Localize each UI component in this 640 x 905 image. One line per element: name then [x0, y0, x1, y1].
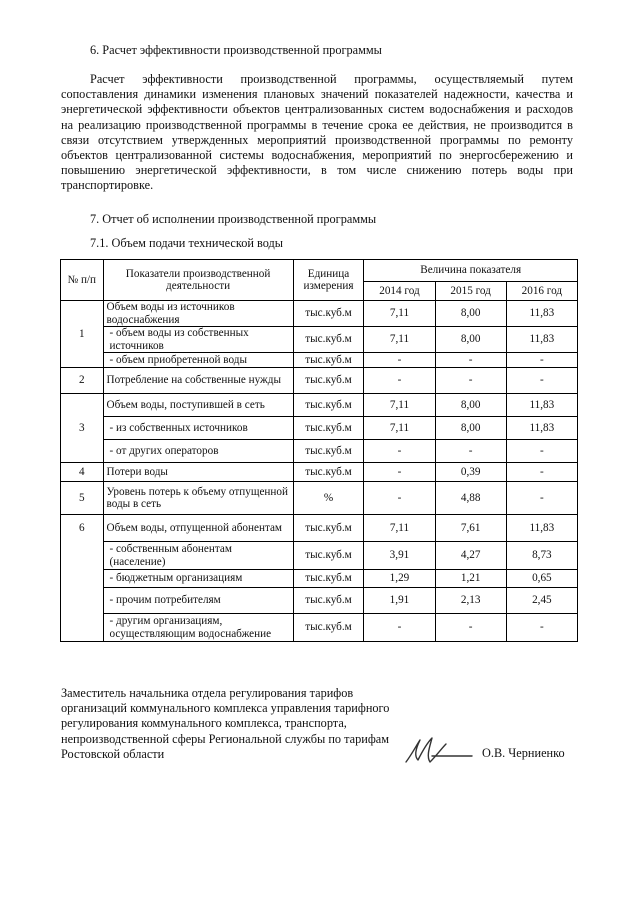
header-year-2016: 2016 год [506, 282, 577, 301]
row-value: 7,11 [364, 327, 435, 353]
row-value: 7,11 [364, 515, 435, 542]
row-value: 11,83 [506, 515, 577, 542]
row-value: - [506, 614, 577, 642]
row-value: - [364, 482, 435, 515]
row-value: 2,45 [506, 588, 577, 614]
row-value: - [435, 368, 506, 394]
row-indicator: Объем воды, поступившей в сеть [103, 394, 293, 417]
row-value: - [506, 482, 577, 515]
row-value: 4,27 [435, 542, 506, 570]
row-unit: тыс.куб.м [293, 515, 364, 542]
row-indicator: - объем воды из собственных источников [103, 327, 293, 353]
row-unit: тыс.куб.м [293, 417, 364, 440]
row-value: 1,21 [435, 570, 506, 588]
row-value: 7,11 [364, 394, 435, 417]
row-indicator: - собственным абонентам (население) [103, 542, 293, 570]
row-value: 1,91 [364, 588, 435, 614]
row-unit: % [293, 482, 364, 515]
table-row [61, 515, 578, 542]
row-value: 8,00 [435, 301, 506, 327]
table-row [61, 463, 578, 482]
header-value-group: Величина показателя [364, 260, 578, 282]
signer-name: О.В. Черниенко [482, 746, 565, 760]
row-value: 2,13 [435, 588, 506, 614]
header-unit: Единица измерения [293, 260, 364, 301]
row-value: - [364, 463, 435, 482]
section-7-1-title: 7.1. Объем подачи технической воды [90, 236, 284, 250]
table-row [61, 301, 578, 327]
row-indicator: Уровень потерь к объему отпущенной воды в сеть [103, 482, 293, 515]
row-indicator: Объем воды из источников водоснабжения [103, 301, 293, 327]
row-unit: тыс.куб.м [293, 463, 364, 482]
table-row [61, 542, 578, 570]
table-row [61, 440, 578, 463]
handwritten-signature [402, 732, 474, 768]
row-unit: тыс.куб.м [293, 353, 364, 368]
row-value: 8,73 [506, 542, 577, 570]
section-7-title: 7. Отчет об исполнении производственной программы [90, 212, 377, 226]
row-value: 8,00 [435, 417, 506, 440]
row-value: - [506, 440, 577, 463]
row-value: 11,83 [506, 417, 577, 440]
row-unit: тыс.куб.м [293, 327, 364, 353]
table-row [61, 570, 578, 588]
row-num: 5 [61, 482, 104, 515]
row-value: - [364, 353, 435, 368]
row-indicator: - прочим потребителям [103, 588, 293, 614]
header-indicator: Показатели производственной деятельности [103, 260, 293, 301]
section-6-title: 6. Расчет эффективности производственной программы [90, 43, 382, 57]
row-unit: тыс.куб.м [293, 368, 364, 394]
row-num: 4 [61, 463, 104, 482]
row-value: 0,39 [435, 463, 506, 482]
row-value: - [435, 614, 506, 642]
row-unit: тыс.куб.м [293, 440, 364, 463]
row-indicator: - другим организациям, осуществляющим водоснабжение [103, 614, 293, 642]
row-value: 7,61 [435, 515, 506, 542]
table-row [61, 614, 578, 642]
row-value: 11,83 [506, 301, 577, 327]
table-row [61, 417, 578, 440]
row-indicator: - бюджетным организациям [103, 570, 293, 588]
row-value: - [506, 463, 577, 482]
row-unit: тыс.куб.м [293, 394, 364, 417]
row-value: - [364, 614, 435, 642]
header-year-2015: 2015 год [435, 282, 506, 301]
table-row [61, 394, 578, 417]
row-indicator: Объем воды, отпущенной абонентам [103, 515, 293, 542]
table-row [61, 327, 578, 353]
header-num: № п/п [61, 260, 104, 301]
table-row [61, 588, 578, 614]
row-value: 11,83 [506, 327, 577, 353]
row-value: 8,00 [435, 394, 506, 417]
row-value: 8,00 [435, 327, 506, 353]
row-value: 7,11 [364, 417, 435, 440]
table-row [61, 482, 578, 515]
row-num: 6 [61, 515, 104, 642]
row-value: 1,29 [364, 570, 435, 588]
row-indicator: - из собственных источников [103, 417, 293, 440]
row-unit: тыс.куб.м [293, 588, 364, 614]
row-indicator: - от других операторов [103, 440, 293, 463]
production-indicators-table [60, 259, 578, 642]
row-indicator: - объем приобретенной воды [103, 353, 293, 368]
row-value: 3,91 [364, 542, 435, 570]
section-6-paragraph: Расчет эффективности производственной программы, осуществляемый путем сопоставления динамики изменения плановых значений показателей надежности, качества и энергетической эффективности объектов централизованных систем водоснабжения и расходов на реализацию производственной программы в течение срока ее действия, не производится в связи отсутствием утвержденных мероприятий производственной программы по ремонту объектов централизованной системы водоснабжения, мероприятий по энергосбережению и повышению энергетической эффективности, в том числе снижению потерь воды при транспортировке. [61, 72, 573, 193]
row-num: 1 [61, 301, 104, 368]
row-value: - [364, 440, 435, 463]
table-row [61, 353, 578, 368]
row-value: - [506, 368, 577, 394]
row-num: 2 [61, 368, 104, 394]
row-unit: тыс.куб.м [293, 570, 364, 588]
row-indicator: Потребление на собственные нужды [103, 368, 293, 394]
row-num: 3 [61, 394, 104, 463]
row-value: 7,11 [364, 301, 435, 327]
row-value: 4,88 [435, 482, 506, 515]
row-value: - [435, 353, 506, 368]
table-row [61, 368, 578, 394]
row-value: 11,83 [506, 394, 577, 417]
row-value: 0,65 [506, 570, 577, 588]
row-value: - [364, 368, 435, 394]
header-year-2014: 2014 год [364, 282, 435, 301]
row-value: - [506, 353, 577, 368]
row-unit: тыс.куб.м [293, 301, 364, 327]
row-value: - [435, 440, 506, 463]
row-unit: тыс.куб.м [293, 542, 364, 570]
signer-position: Заместитель начальника отдела регулирования тарифов организаций коммунального комплекса управления тарифного регулирования коммунального комплекса, транспорта, непроизводственной сферы Региональной службы по тарифам Ростовской области [61, 686, 390, 761]
row-indicator: Потери воды [103, 463, 293, 482]
row-unit: тыс.куб.м [293, 614, 364, 642]
